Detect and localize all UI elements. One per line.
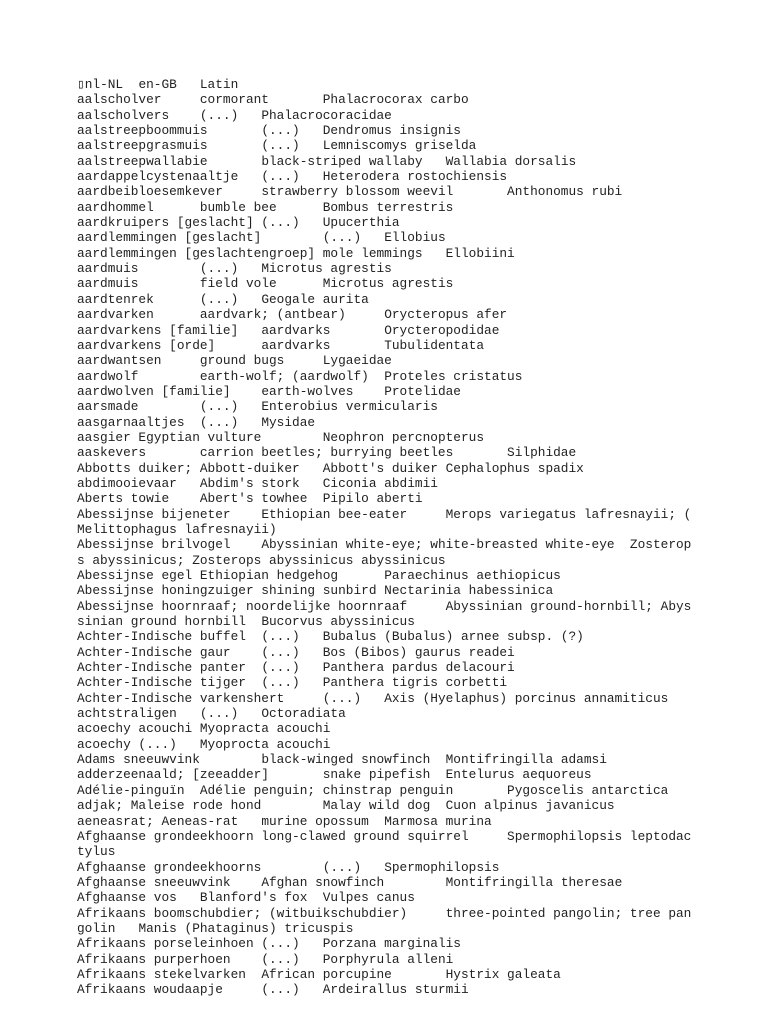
text-line: aalscholvers (...) Phalacrocoracidae bbox=[77, 107, 392, 123]
text-line: tylus bbox=[77, 844, 116, 860]
text-line: acoechy acouchi Myopracta acouchi bbox=[77, 721, 331, 737]
text-line: sinian ground hornbill Bucorvus abyssinicus bbox=[77, 614, 415, 630]
text-line: golin Manis (Phataginus) tricuspis bbox=[77, 920, 354, 936]
text-line: adjak; Maleise rode hond Malay wild dog Cuon alpinus javanicus bbox=[77, 798, 615, 814]
text-line: Achter-Indische buffel (...) Bubalus (Bubalus) arnee subsp. (?) bbox=[77, 629, 584, 645]
text-line: aalscholver cormorant Phalacrocorax carbo bbox=[77, 92, 469, 108]
text-line: aardwantsen ground bugs Lygaeidae bbox=[77, 353, 392, 369]
text-line: aalstreepwallabie black-striped wallaby Wallabia dorsalis bbox=[77, 153, 577, 169]
text-line: abdimooievaar Abdim's stork Ciconia abdimii bbox=[77, 475, 438, 491]
text-line: aalstreepboommuis (...) Dendromus insignis bbox=[77, 123, 461, 139]
text-line: aardwolven [familie] earth-wolves Protelidae bbox=[77, 383, 461, 399]
text-line: Afrikaans boomschubdier; (witbuikschubdier) three-pointed pangolin; tree pan bbox=[77, 905, 692, 921]
text-line: Achter-Indische varkenshert (...) Axis (Hyelaphus) porcinus annamiticus bbox=[77, 690, 669, 706]
text-line: aaskevers carrion beetles; burrying beetles Silphidae bbox=[77, 445, 577, 461]
text-line: aalstreepgrasmuis (...) Lemniscomys griselda bbox=[77, 138, 477, 154]
text-line: aardtenrek (...) Geogale aurita bbox=[77, 291, 369, 307]
text-line: Abessijnse brilvogel Abyssinian white-eye; white-breasted white-eye Zosterop bbox=[77, 537, 692, 553]
text-line: Afrikaans purperhoen (...) Porphyrula alleni bbox=[77, 951, 454, 967]
text-line: Abessijnse honingzuiger shining sunbird Nectarinia habessinica bbox=[77, 583, 554, 599]
text-line: Adams sneeuwvink black-winged snowfinch Montifringilla adamsi bbox=[77, 752, 607, 768]
text-line: achtstraligen (...) Octoradiata bbox=[77, 706, 346, 722]
text-line: aardvarkens [familie] aardvarks Orycteropodidae bbox=[77, 322, 500, 338]
text-line: aardvarkens [orde] aardvarks Tubulidentata bbox=[77, 337, 485, 353]
text-line: aardlemmingen [geslachtengroep] mole lemmings Ellobiini bbox=[77, 245, 515, 261]
text-line: s abyssinicus; Zosterops abyssinicus abyssinicus bbox=[77, 552, 446, 568]
text-line: Abessijnse bijeneter Ethiopian bee-eater Merops variegatus lafresnayii; ( bbox=[77, 506, 692, 522]
text-line: Achter-Indische panter (...) Panthera pardus delacouri bbox=[77, 660, 515, 676]
text-line: aasgarnaaltjes (...) Mysidae bbox=[77, 414, 316, 430]
text-line: Melittophagus lafresnayii) bbox=[77, 521, 277, 537]
text-line: aardvarken aardvark; (antbear) Orycteropus afer bbox=[77, 307, 508, 323]
text-line: Afrikaans porseleinhoen (...) Porzana marginalis bbox=[77, 936, 461, 952]
text-line: aasgier Egyptian vulture Neophron percnopterus bbox=[77, 429, 485, 445]
text-line: Abessijnse hoornraaf; noordelijke hoornraaf Abyssinian ground-hornbill; Abys bbox=[77, 598, 692, 614]
text-line: Abbotts duiker; Abbott-duiker Abbott's duiker Cephalophus spadix bbox=[77, 460, 584, 476]
text-line: aardmuis (...) Microtus agrestis bbox=[77, 261, 392, 277]
text-line: Aberts towie Abert's towhee Pipilo aberti bbox=[77, 491, 423, 507]
text-line: aardappelcystenaaltje (...) Heterodera rostochiensis bbox=[77, 169, 508, 185]
text-line: Afghaanse grondeekhoorns (...) Spermophilopsis bbox=[77, 859, 500, 875]
text-line: Afghaanse vos Blanford's fox Vulpes canus bbox=[77, 890, 415, 906]
text-line: Achter-Indische tijger (...) Panthera tigris corbetti bbox=[77, 675, 508, 691]
text-line: aardhommel bumble bee Bombus terrestris bbox=[77, 199, 454, 215]
text-line: aardkruipers [geslacht] (...) Upucerthia bbox=[77, 215, 400, 231]
document-text bbox=[77, 77, 707, 998]
text-line: aardlemmingen [geslacht] (...) Ellobius bbox=[77, 230, 446, 246]
text-line: aarsmade (...) Enterobius vermicularis bbox=[77, 399, 438, 415]
text-line: Afghaanse grondeekhoorn long-clawed ground squirrel Spermophilopsis leptodac bbox=[77, 828, 692, 844]
text-line: Achter-Indische gaur (...) Bos (Bibos) gaurus readei bbox=[77, 644, 515, 660]
text-line: adderzeenaald; [zeeadder] snake pipefish Entelurus aequoreus bbox=[77, 767, 592, 783]
text-line: aeneasrat; Aeneas-rat murine opossum Marmosa murina bbox=[77, 813, 492, 829]
text-line: aardbeibloesemkever strawberry blossom weevil Anthonomus rubi bbox=[77, 184, 623, 200]
text-line: Adélie-pinguïn Adélie penguin; chinstrap penguin Pygoscelis antarctica bbox=[77, 782, 669, 798]
text-line: Afghaanse sneeuwvink Afghan snowfinch Montifringilla theresae bbox=[77, 874, 623, 890]
text-line: Afrikaans woudaapje (...) Ardeirallus sturmii bbox=[77, 982, 469, 998]
text-line: Afrikaans stekelvarken African porcupine Hystrix galeata bbox=[77, 966, 561, 982]
text-line: aardmuis field vole Microtus agrestis bbox=[77, 276, 454, 292]
text-line: acoechy (...) Myoprocta acouchi bbox=[77, 736, 331, 752]
text-line: aardwolf earth-wolf; (aardwolf) Proteles cristatus bbox=[77, 368, 523, 384]
text-line: Abessijnse egel Ethiopian hedgehog Paraechinus aethiopicus bbox=[77, 568, 561, 583]
text-line: ▯nl-NL en-GB Latin bbox=[77, 77, 239, 92]
